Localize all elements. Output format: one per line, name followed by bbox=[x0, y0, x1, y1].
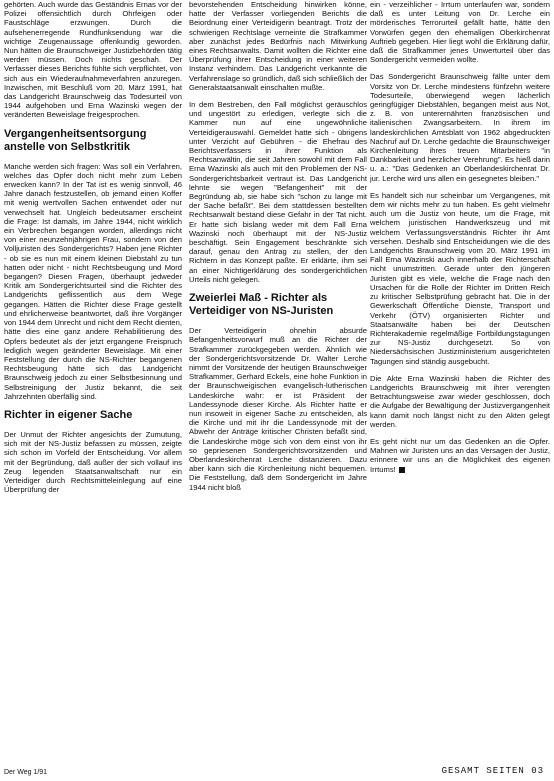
column-3 bbox=[370, 0, 550, 781]
paragraph-text: Der Unmut der Richter angesichts der Zumutung, sich mit der NS-Justiz befassen zu müssen, zeigte sich schon im Vorfeld der Entscheidung. Vor allem mit der Begründung, daß außer der sich vollauf ins Zeug legenden Staatsanwaltschaft nur ein Verteidiger durch Rechtsmitteleinlegung auf eine Überprüfung der bbox=[4, 429, 182, 495]
heading-text: Vergangenheitsentsorgung anstelle von Selbstkritik bbox=[4, 127, 147, 153]
paragraph-text: gehörten. Auch wurde das Geständnis Ernas vor der Polizei offensichtlich durch Ohrfeigen oder Faustschläge erzwungen. Durch die aufsehenerregende Rundfunksendung war die wichtige Zeugenaussage offenkundig geworden. Nun hätten die Braunschweiger Justizbehörden tätig werden müssen. Doch nichts geschah. Der Verfasser dieses Berichts fühlte sich verpflichtet, von sich aus ein Wiederaufnahmeverfahren anzuregen. Inzwischen, mit Beschluß vom 20. März 1991, hat das Landgericht Braunschweig das Todesurteil von 1944 aufgehoben und Erna Wazinski wegen der veränderten Beweislage freigesprochen. bbox=[4, 0, 182, 120]
end-of-article-mark bbox=[399, 467, 405, 473]
paragraph-text: Das Sondergericht Braunschweig fällte unter dem Vorsitz von Dr. Lerche mindestens fünfzehn weitere Todesurteile, überwiegend wegen lächerlich geringfügiger Diebstählen, begangen meist aus Not, z. B. von unterernährten französischen und italienischen Zwangsarbeitern. In ihrem im landeskirchlichen Amtsblatt von 1962 abgedruckten Nachruf auf Dr. Lerche gedachte die Braunschweiger Kirchenleitung ihres treuen Mitarbeiters "in Dankbarkeit und herzlicher Verehrung". Es hieß darin u. a.: "Das Gedenken an Oberlandeskirchenrat Dr. jur. Lerche wird uns allen ein gesegnetes bleiben." bbox=[370, 72, 550, 183]
paragraph-text: ein - verzeihlicher - Irrtum unterlaufen war, sondern daß es unter Leitung von Dr. Lerche ein mörderisches Terrorurteil gefällt hatte, hätte den Vorwürfen gegen den ehemaligen Oberkirchenrat Auftrieb gegeben. Hier liegt wohl die Erklärung dafür, daß die Strafkammer jenes Unwerturteil über das Sondergericht vermeiden wollte. bbox=[370, 0, 550, 65]
paragraph-text: Es handelt sich nur scheinbar um Vergangenes, mit dem wir nichts mehr zu tun haben. Es geht vielmehr auch um die Justiz von heute, um die Frage, mit welchem juristischen Handwerkszeug und mit welchem Verfassungsverständnis Richter ihr Amt versehen. Deshalb sind Entscheidungen wie die des Landgerichts Braunschweig vom 20. März 1991 im Fall Erna Wazinski auch innerhalb der Richterschaft nicht unumstritten. Gerade unter den jüngeren Juristen gibt es viele, welche die Frage nach den Ursachen für die Rolle der Richter im Dritten Reich zu kritischer Selbstprüfung gebracht hat. Die in der Gewerkschaft Öffentliche Dienste, Transport und Verkehr (ÖTV) organisierten Richter und Staatsanwälte haben bei der Deutschen Richterakademie regelmäßige Fortbildungstagungen zur NS-Justiz durchgesetzt. So von Niedersächsischen Justizministerium ausgerichteten Tagungen sind ständig ausgebucht. bbox=[370, 190, 550, 366]
column-2 bbox=[189, 0, 367, 781]
section-heading bbox=[189, 292, 367, 318]
column-1 bbox=[4, 0, 182, 781]
paragraph-text: Der Verteidigerin ohnehin absurde Befangenheitsvorwurf muß an die Richter der Strafkammer zurückgegeben werden. Ähnlich wie der Sondergerichtsvorsitzende Dr. Walter Lerche nimmt der Vorsitzende der heutigen Braunschweiger Strafkammer, Gerhard Eckels, eine hohe Funktion in der Braunschweigischen evangelisch-lutherischen Landeskirche wahr: er ist Präsident der Landessynode dieser Kirche. Als Richter hatte er nun insoweit in eigener Sache zu entscheiden, als die Kirche und mit ihr die Landessynode mit der Abwehr der Anträge kritischer Christen befaßt sind, die Landeskirche möge sich von dem einst von ihr so gepriesenen Sondergerichtsvorsitzenden und Oberlandeskirchenrat Lerche distanzieren. Dazu aber kann sich die Kirchenleitung nicht bequemen. Die Feststellung, daß dem Sondergericht im Jahre 1944 nicht bloß bbox=[189, 326, 367, 492]
body-paragraph bbox=[370, 191, 550, 366]
heading-text: Zweierlei Maß - Richter als Verteidiger von NS-Juristen bbox=[189, 292, 334, 318]
section-heading bbox=[4, 128, 182, 154]
body-paragraph bbox=[370, 0, 550, 64]
section-heading bbox=[4, 409, 182, 422]
paragraph-text: Die Akte Erna Wazinski haben die Richter des Landgerichts Braunschweig mit ihrer verengten Betrachtungsweise zwar wieder geschlossen, doch die Aufgabe der Bewältigung der Justizvergangenheit kann damit noch längst nicht zu den Akten gelegt werden. bbox=[370, 373, 550, 429]
body-paragraph bbox=[370, 437, 550, 474]
paragraph-text: bevorstehenden Entscheidung hinwirken könne, hatte der Verfasser vorliegenden Berichts die Beiordnung einer Verteidigerin beantragt. Trotz der schwierigen Rechtslage verneinte die Strafkammer aber zunächst jedes Bedürfnis nach Mitwirkung eines Rechtsanwalts. Damit wollten die Richter eine Überprüfung ihrer Entscheidung in einer weiteren Instanz verhindern. Das Landgericht verkannte die Verfahrenslage so gründlich, daß sich schließlich der Generalstaatsanwalt einschalten mußte. bbox=[189, 0, 367, 92]
body-paragraph bbox=[189, 0, 367, 92]
body-paragraph bbox=[370, 72, 550, 182]
footer-page-count: GESAMT SEITEN 03 bbox=[441, 766, 544, 776]
paragraph-text: In dem Bestreben, den Fall möglichst geräuschlos und ungestört zu erledigen, verlegte sich die Kammer nun auf eine ungewöhnliche Verteidigerauswahl. Gemeldet hatte sich - übrigens unter Verzicht auf Gebühren - die Ehefrau des Berichtsverfassers in ihrer Funktion als Rechtsanwältin, die seit Jahren sowohl mit dem Fall Erna Wazinski als auch mit den Problemen der NS-Sondergerichtsbarkeit vertraut ist. Das Landgericht lehnte sie wegen "Befangenheit" mit der Begründung ab, sie habe sich "schon zu lange mit der Sache befaßt". Bei dem stattdessen bestellten Rechtsanwalt bestand diese Gefahr in der Tat nicht. Er hatte sich bislang weder mit dem Fall Erna Wazinski noch überhaupt mit der NS-Justiz beschäftigt. Sein Engagement beschränkte sich darauf, genau den Antrag zu stellen, der den Richtern in das Konzept paßte. Er erklärte, ihm sei an einer Nichtigerklärung des sondergerichtlichen Urteils nicht gelegen. bbox=[189, 100, 367, 284]
footer-source: Der Weg 1/91 bbox=[4, 769, 48, 776]
body-paragraph bbox=[4, 430, 182, 494]
body-paragraph bbox=[4, 0, 182, 120]
paragraph-text: Manche werden sich fragen: Was soll ein Verfahren, welches das Opfer doch nicht mehr zum Leben erwecken kann? In der Tat ist es wenig sinnvoll, 46 Jahre danach festzustellen, ob jemand einen Koffer mit wenig wertvollen Sachen entwendet oder nur verwechselt hat. Ungleich bedeutsamer erscheint die Frage: Ist damals, im Jahre 1944, nicht wirklich ein Verbrechen begangen worden, allerdings nicht von einer neunzehnjährigen Frau, sondern von den Volljuristen des Sondergerichts? Haben jene Richter - ob sie es nun mit einem kleinen Diebstahl zu tun hatten oder nicht - nicht Rechtsbeugung und Mord begangen? Diesen Fragen, überhaupt jedweder Kritik am Sondergerichtsurteil sind die Richter des Landgerichts geflissentlich aus dem Wege gegangen. Hätten die Richter diese Frage gestellt und ehrlicherweise beantwortet, daß ihre Vorgänger von 1944 dem Unrecht und nicht dem Recht dienten, hätte dies eine ganz andere Rehabilitierung des Opfers bedeutet als der jetzt ergangene Freispruch lediglich wegen geänderter Beweislage. Mit einer Feststellung der durch die NS-Richter begangenen Rechtsbeugung hätte sich das Landgericht Braunschweig jedoch zu einer Selbstbesinnung und Selbstreinigung der Justiz bekannt, die seit Jahrzehnten überfällig sind. bbox=[4, 161, 182, 401]
body-paragraph bbox=[370, 374, 550, 429]
body-paragraph bbox=[189, 100, 367, 284]
body-paragraph bbox=[4, 162, 182, 401]
paragraph-text: Es geht nicht nur um das Gedenken an die Opfer. Mahnen wir Juristen uns an das Versagen der Justiz, erinnere wir uns an die Möglichkeit des eigenen Irrtums! bbox=[370, 436, 550, 474]
heading-text: Richter in eigener Sache bbox=[4, 408, 133, 421]
body-paragraph bbox=[189, 326, 367, 492]
